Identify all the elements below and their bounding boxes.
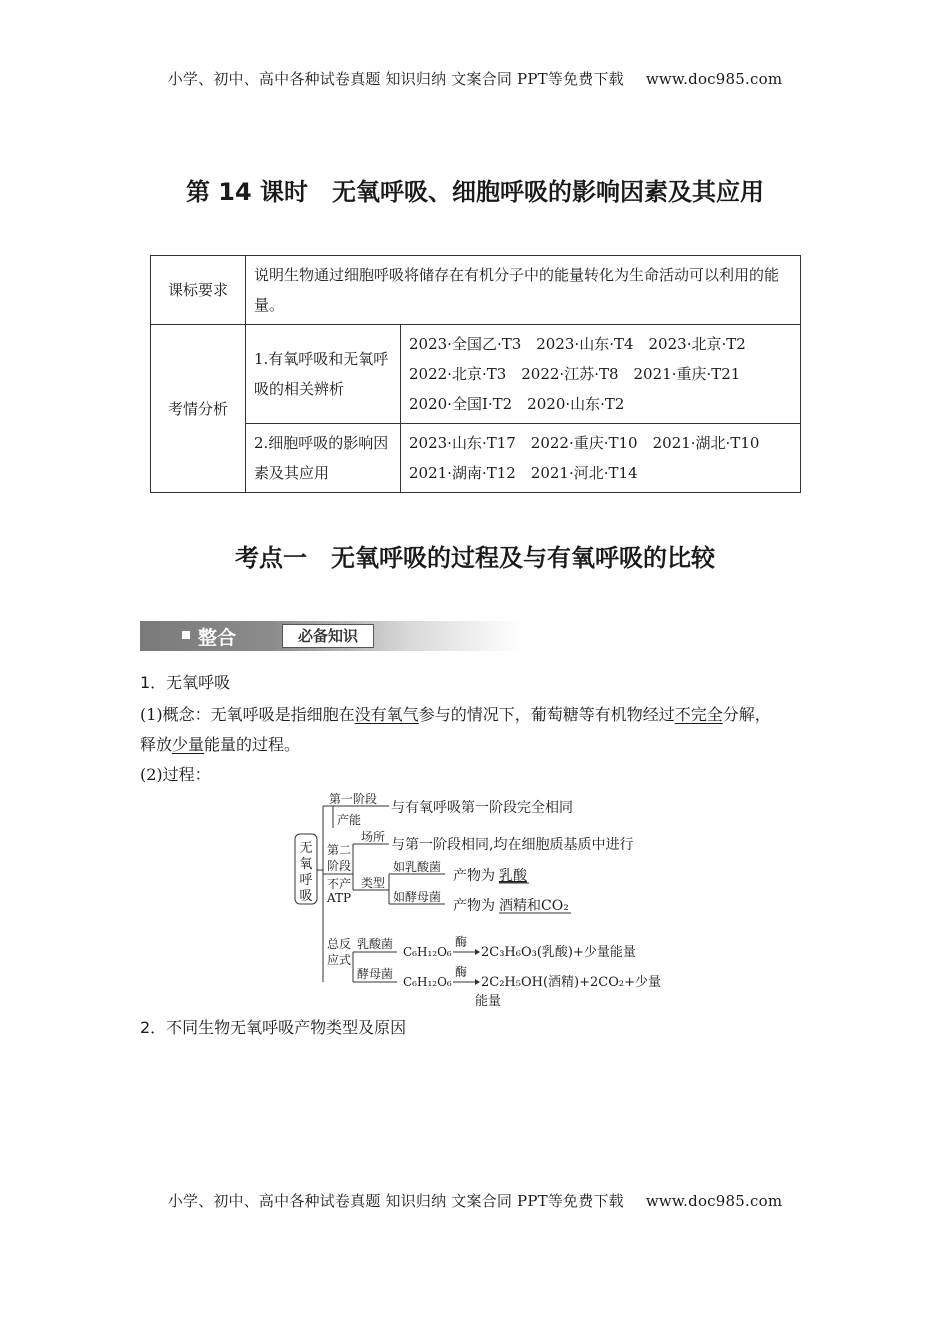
sub2-label: 2.细胞呼吸的影响因素及其应用 <box>246 424 401 493</box>
ref-line: 2020·全国Ⅰ·T2 2020·山东·T2 <box>409 395 625 413</box>
yeast-prod-prefix: 产物为 <box>453 898 495 914</box>
table-row <box>151 325 801 424</box>
lactic-product: 乳酸 <box>499 868 527 884</box>
lactic-label: 如乳酸菌 <box>393 860 442 874</box>
glucose-formula: C₆H₁₂O₆ <box>403 975 452 989</box>
root-char: 吸 <box>299 889 313 904</box>
page-footer <box>0 1190 950 1211</box>
lactic-prod-prefix: 产物为 <box>453 868 495 884</box>
enzyme-label: 酶 <box>455 935 468 949</box>
total-label: 应式 <box>327 953 352 967</box>
sub1-label: 1.有氧呼吸和无氧呼吸的相关辨析 <box>246 325 401 424</box>
ref-line: 2023·山东·T17 2022·重庆·T10 2021·湖北·T10 <box>409 434 760 452</box>
stage1-desc: 与有氧呼吸第一阶段完全相同 <box>391 800 573 816</box>
concept-underline: 少量 <box>172 735 205 754</box>
ref-line: 2022·北京·T3 2022·江苏·T8 2021·重庆·T21 <box>409 365 741 383</box>
concept-text: 释放 <box>140 735 173 754</box>
lactic-branch-label: 乳酸菌 <box>357 937 394 951</box>
row1-label: 课标要求 <box>151 256 246 325</box>
heading-product-types: 2．不同生物无氧呼吸产物类型及原因 <box>140 1018 407 1037</box>
arrow-head-icon <box>475 949 480 955</box>
footer-url[interactable]: www.doc985.com <box>645 1192 783 1210</box>
equation1-rhs: 2C₃H₆O₃(乳酸)+少量能量 <box>481 945 636 960</box>
requirements-table <box>150 255 801 493</box>
glucose-formula: C₆H₁₂O₆ <box>403 945 452 959</box>
root-char: 无 <box>299 841 313 856</box>
concept-paragraph <box>140 700 810 760</box>
page-header <box>0 68 950 89</box>
section-banner <box>140 621 522 651</box>
header-text: 小学、初中、高中各种试卷真题 知识归纳 文案合同 PPT等免费下载 <box>167 70 624 88</box>
table-row <box>151 256 801 325</box>
stage2-label: 第二 <box>327 843 352 857</box>
no-atp-label: 不产 <box>327 877 352 891</box>
root-char: 呼 <box>299 873 313 888</box>
heading-anaerobic: 1．无氧呼吸 <box>140 673 231 692</box>
total-label: 总反 <box>327 937 352 951</box>
yeast-product: 酒精和CO₂ <box>499 898 569 914</box>
stage2-label: 阶段 <box>327 859 352 873</box>
concept-text: 分解， <box>722 705 771 724</box>
table-row <box>151 424 801 493</box>
stage1-label: 第一阶段 <box>329 792 378 806</box>
sub2-refs <box>401 424 801 493</box>
page-title: 第 14 课时 无氧呼吸、细胞呼吸的影响因素及其应用 <box>185 178 765 206</box>
section-title: 考点一 无氧呼吸的过程及与有氧呼吸的比较 <box>235 544 715 572</box>
yeast-label: 如酵母菌 <box>393 890 442 904</box>
type-label: 类型 <box>361 876 386 890</box>
enzyme-label: 酶 <box>455 965 468 979</box>
concept-underline: 没有氧气 <box>354 705 419 724</box>
arrow-head-icon <box>475 979 480 985</box>
place-label: 场所 <box>361 830 386 844</box>
yeast-branch-label: 酵母菌 <box>357 967 394 981</box>
sub1-refs <box>401 325 801 424</box>
place-desc: 与第一阶段相同,均在细胞质基质中进行 <box>391 837 634 853</box>
row1-text: 说明生物通过细胞呼吸将储存在有机分子中的能量转化为生命活动可以利用的能量。 <box>246 256 801 325</box>
ref-line: 2023·全国乙·T3 2023·山东·T4 2023·北京·T2 <box>409 335 746 353</box>
concept-underline: 不完全 <box>674 705 723 724</box>
anaerobic-respiration-diagram <box>285 786 665 1014</box>
root-char: 氧 <box>299 857 313 872</box>
energy-label: 产能 <box>337 813 362 827</box>
no-atp-label: ATP <box>327 891 352 905</box>
ref-line: 2021·湖南·T12 2021·河北·T14 <box>409 464 638 482</box>
equation2-rhs: 2C₂H₅OH(酒精)+2CO₂+少量 <box>481 975 661 990</box>
concept-text: 参与的情况下，葡萄糖等有机物经过 <box>418 705 675 724</box>
concept-text: 能量的过程。 <box>204 735 301 754</box>
process-label: (2)过程： <box>140 765 211 784</box>
banner-sub: 必备知识 <box>282 624 374 648</box>
row2-label: 考情分析 <box>151 325 246 493</box>
banner-main: 整合 <box>198 627 237 649</box>
equation2-rhs-cont: 能量 <box>475 994 502 1009</box>
header-url[interactable]: www.doc985.com <box>645 70 783 88</box>
concept-text: (1)概念：无氧呼吸是指细胞在 <box>140 705 355 724</box>
square-bullet-icon <box>182 631 190 639</box>
footer-text: 小学、初中、高中各种试卷真题 知识归纳 文案合同 PPT等免费下载 <box>167 1192 624 1210</box>
